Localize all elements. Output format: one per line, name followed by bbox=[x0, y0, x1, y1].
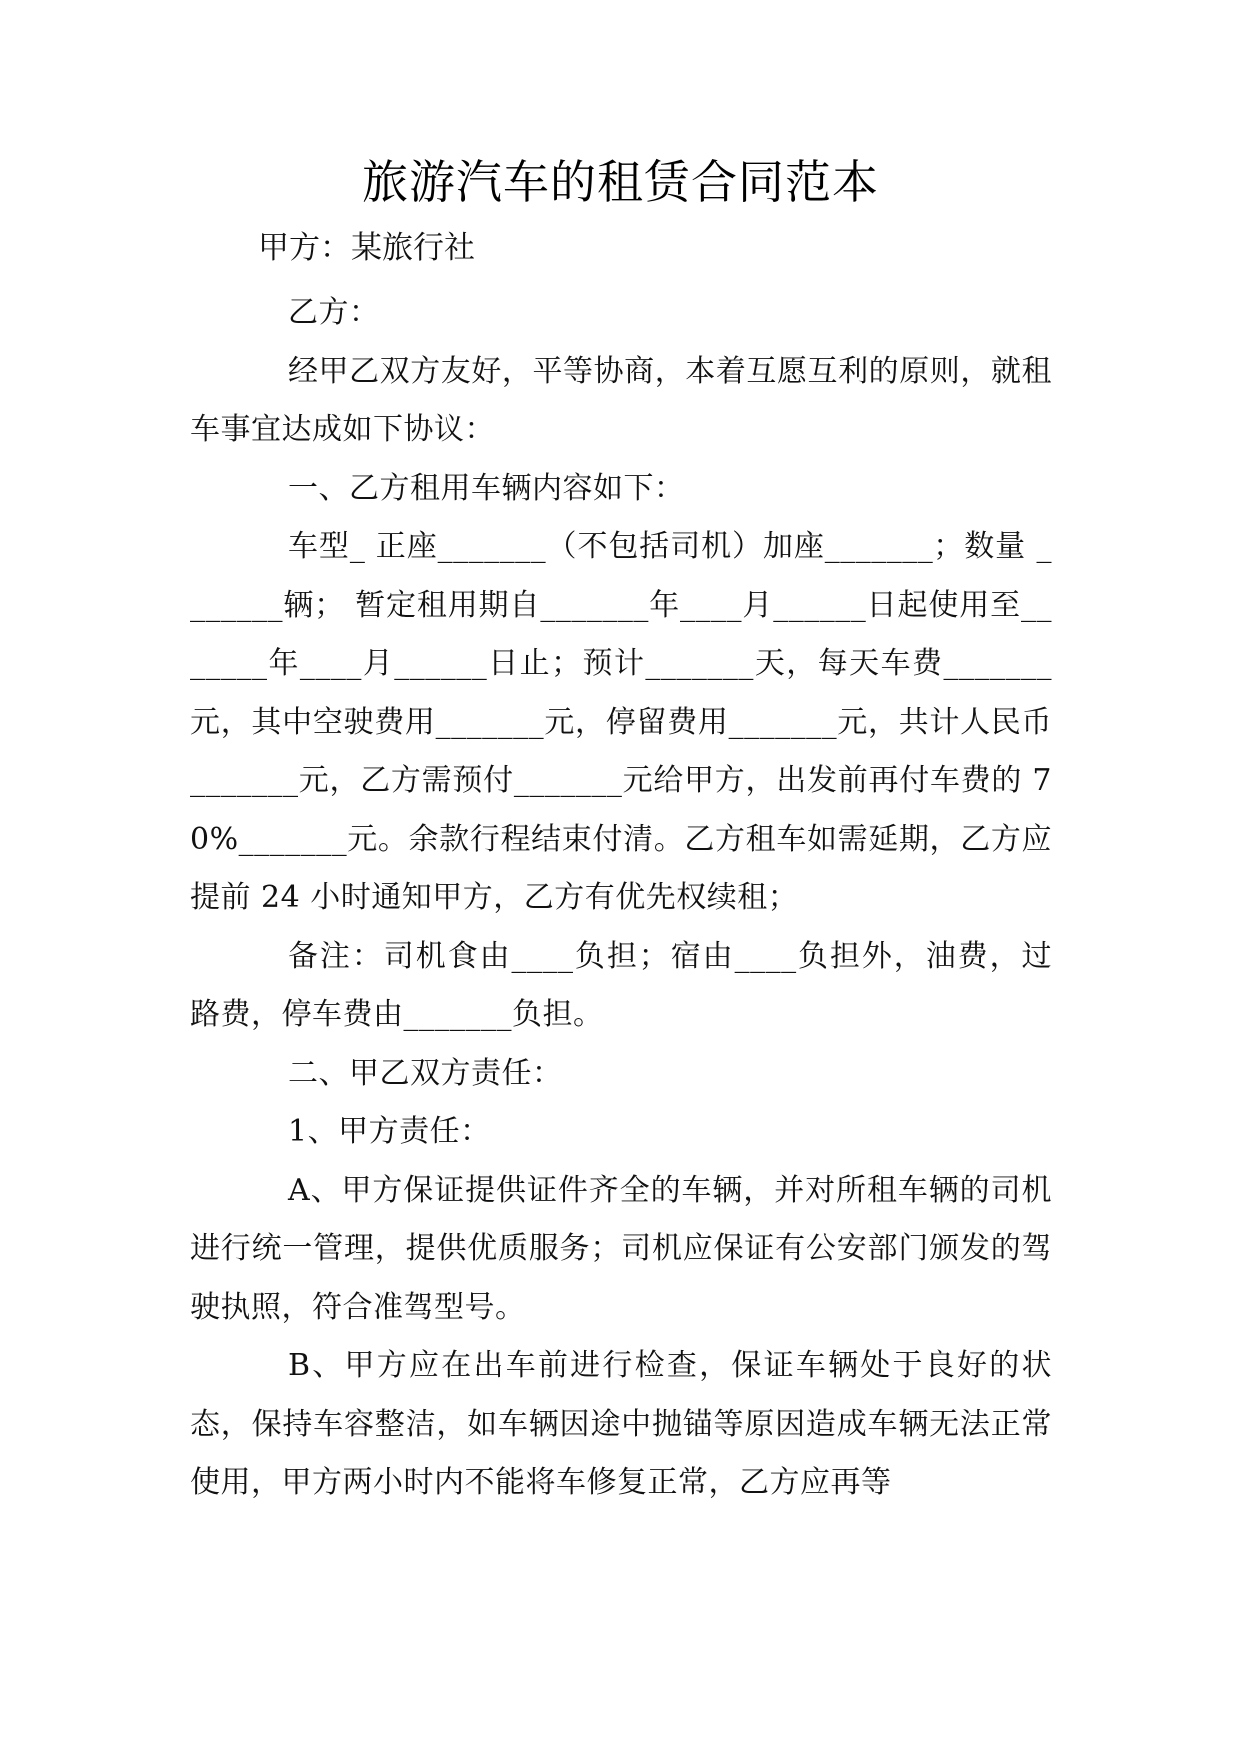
party-b-line: 乙方： bbox=[288, 295, 380, 330]
document-title: 旅游汽车的租赁合同范本 bbox=[362, 155, 879, 209]
duty-a-paragraph: A、甲方保证提供证件齐全的车辆，并对所租车辆的司机进行统一管理，提供优质服务；司机应保证有公安部门颁发的驾驶执照，符合准驾型号。 bbox=[190, 1172, 1052, 1325]
duty-b-paragraph: B、甲方应在出车前进行检查，保证车辆处于良好的状态，保持车容整洁，如车辆因途中抛锚等原因造成车辆无法正常使用，甲方两小时内不能将车修复正常，乙方应再等 bbox=[190, 1348, 1052, 1500]
remarks-paragraph: 备注：司机食由____负担；宿由____负担外，油费，过路费，停车费由_______负担。 bbox=[190, 938, 1052, 1032]
party-a-line: 甲方：某旅行社 bbox=[258, 230, 475, 266]
preamble-paragraph: 经甲乙双方友好，平等协商，本着互愿互利的原则，就租车事宜达成如下协议： bbox=[190, 353, 1052, 447]
party-a-duties-heading: 1、甲方责任： bbox=[288, 1114, 491, 1149]
section-1-heading: 一、乙方租用车辆内容如下： bbox=[288, 470, 685, 506]
section-2-heading: 二、甲乙双方责任： bbox=[288, 1055, 563, 1091]
contract-body bbox=[190, 284, 1052, 1513]
rental-terms-paragraph: 车型_ 正座_______（不包括司机）加座_______；数量 _______辆； 暂定租用期自_______年____月______日起使用至_______年____月______日止；预计_______天，每天车费_______元，其中空驶费用_______元，停留费用_______元，共计人民币_______元，乙方需预付_______元给甲方，出发前再付车费的 70%_______元。余款行程结束付清。乙方租车如需延期，乙方应提前 24 小时通知甲方，乙方有优先权续租； bbox=[190, 529, 1052, 915]
